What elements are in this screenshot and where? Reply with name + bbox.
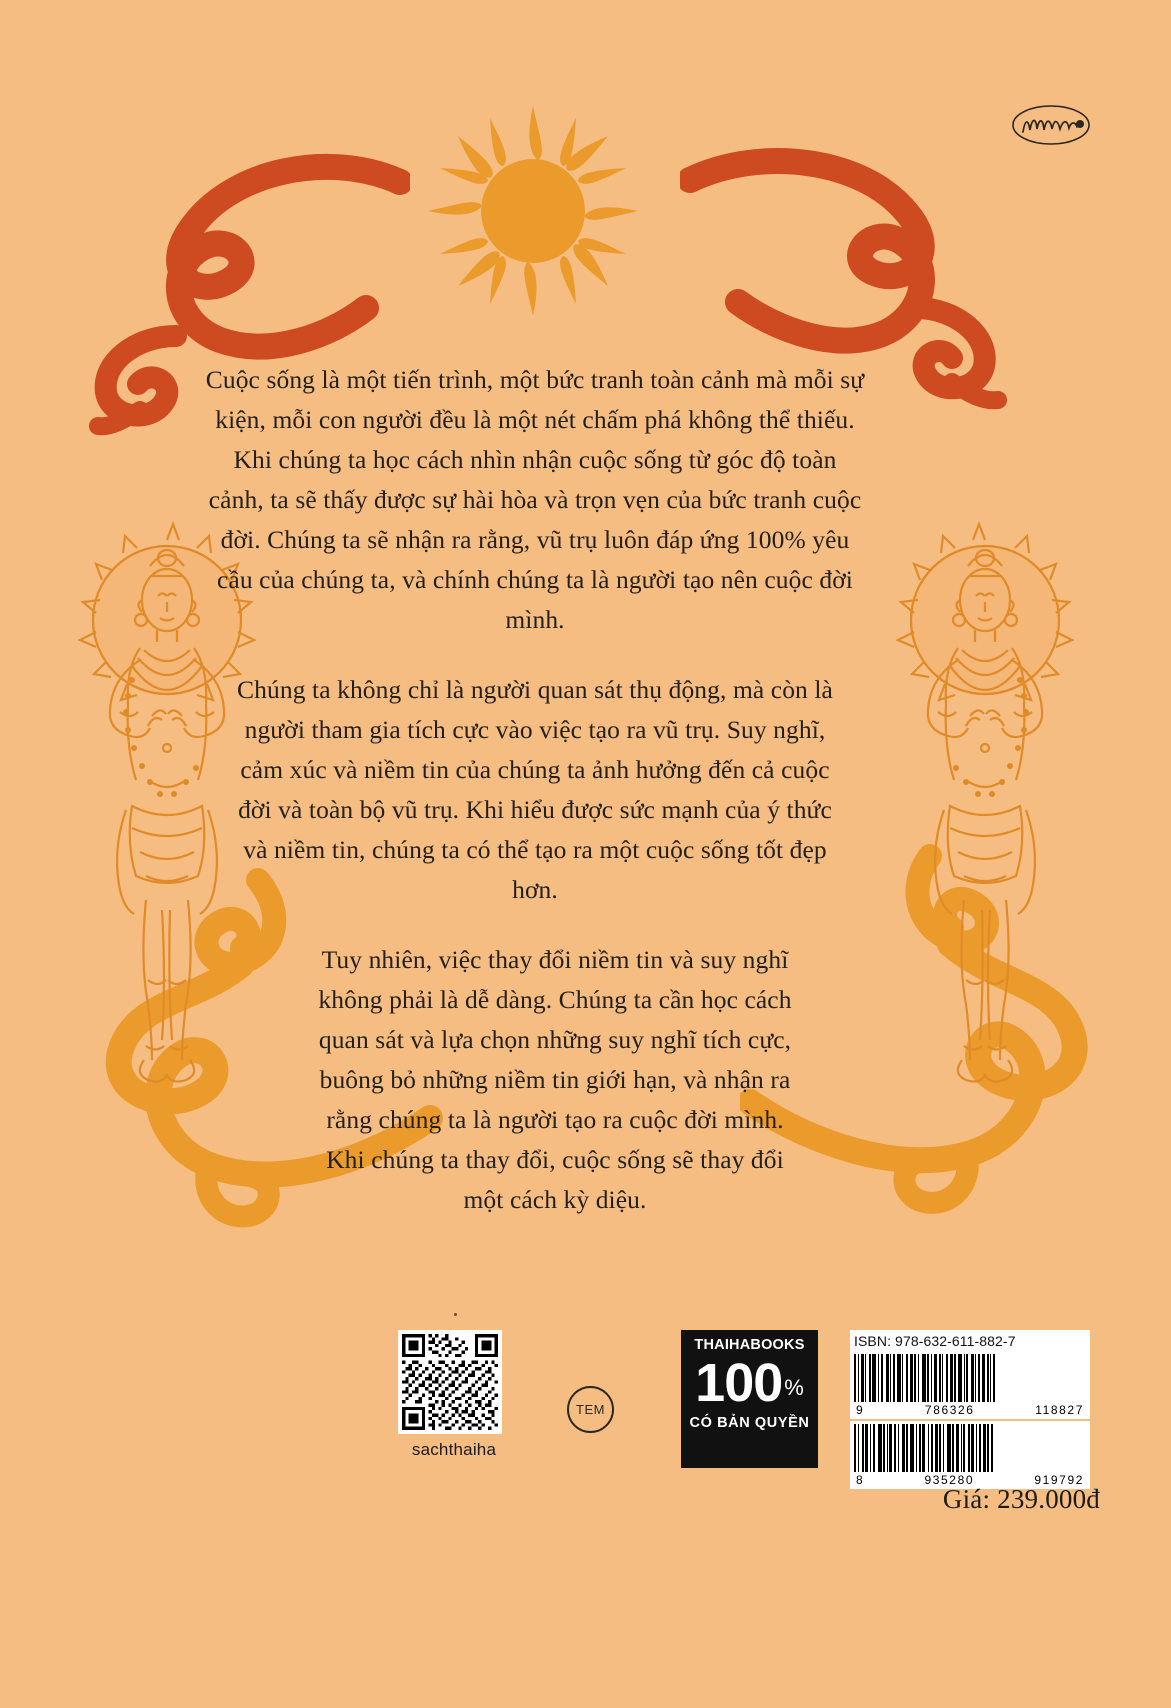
qr-code[interactable] bbox=[398, 1330, 502, 1434]
copyright-caption: CÓ BẢN QUYỀN bbox=[689, 1415, 810, 1431]
barcode-top-bars bbox=[854, 1354, 1086, 1402]
barcode-bottom bbox=[850, 1421, 1090, 1489]
paragraph-3: Tuy nhiên, việc thay đổi niềm tin và suy nghĩ không phải là dễ dàng. Chúng ta cần học cách quan sát và lựa chọn những suy nghĩ tích cực, buông bỏ những niềm tin giới hạn, và nhận ra rằng chúng ta là người tạo ra cuộc đời mình. Khi chúng ta thay đổi, cuộc sống sẽ thay đổi một cách kỳ diệu. bbox=[318, 945, 792, 1214]
barcode-digit-left: 9 bbox=[856, 1403, 865, 1417]
barcode-top bbox=[850, 1351, 1090, 1419]
publisher-name: THAIHABOOKS bbox=[694, 1337, 805, 1353]
barcode-bottom-bars bbox=[854, 1424, 1086, 1472]
copyright-percent-symbol: % bbox=[784, 1374, 804, 1400]
isbn-block bbox=[850, 1330, 1090, 1489]
barcode-digit-mid: 935280 bbox=[924, 1473, 975, 1487]
back-cover-copy bbox=[205, 360, 875, 1220]
sun-icon bbox=[418, 96, 648, 326]
barcode-digit-right: 919792 bbox=[1034, 1473, 1084, 1487]
isbn-text: ISBN: 978-632-611-882-7 bbox=[850, 1330, 1090, 1351]
price-label: Giá: 239.000đ bbox=[942, 1484, 1100, 1514]
barcode-digit-left: 8 bbox=[856, 1473, 865, 1487]
tem-badge: TEM bbox=[567, 1386, 614, 1433]
qr-label: sachthaiha bbox=[411, 1440, 497, 1459]
footer-meta-row bbox=[0, 1330, 1171, 1590]
qr-block bbox=[398, 1330, 510, 1460]
barcode-digit-right: 118827 bbox=[1035, 1403, 1084, 1417]
barcode-top-digits bbox=[854, 1402, 1086, 1417]
deity-illustration-right bbox=[880, 480, 1090, 1170]
decorative-dot bbox=[454, 1313, 457, 1316]
paragraph-2: Chúng ta không chỉ là người quan sát thụ động, mà còn là người tham gia tích cực vào việc tạo ra vũ trụ. Suy nghĩ, cảm xúc và niềm tin của chúng ta ảnh hưởng đến cả cuộc đời và toàn bộ vũ trụ. Khi hiểu được sức mạnh của ý thức và niềm tin, chúng ta có thể tạo ra một cuộc sống tốt đẹp hơn. bbox=[237, 675, 833, 904]
newme-brand-mark bbox=[1009, 100, 1093, 150]
copyright-percent-number: 100 bbox=[695, 1353, 783, 1413]
copyright-badge bbox=[681, 1330, 818, 1468]
barcode-digit-mid: 786326 bbox=[924, 1403, 975, 1417]
paragraph-1: Cuộc sống là một tiến trình, một bức tranh toàn cảnh mà mỗi sự kiện, mỗi con người đều là một nét chấm phá không thể thiếu. Khi chúng ta học cách nhìn nhận cuộc sống từ góc độ toàn cảnh, ta sẽ thấy được sự hài hòa và trọn vẹn của bức tranh cuộc đời. Chúng ta sẽ nhận ra rằng, vũ trụ luôn đáp ứng 100% yêu cầu của chúng ta, và chính chúng ta là người tạo nên cuộc đời mình. bbox=[205, 365, 865, 634]
